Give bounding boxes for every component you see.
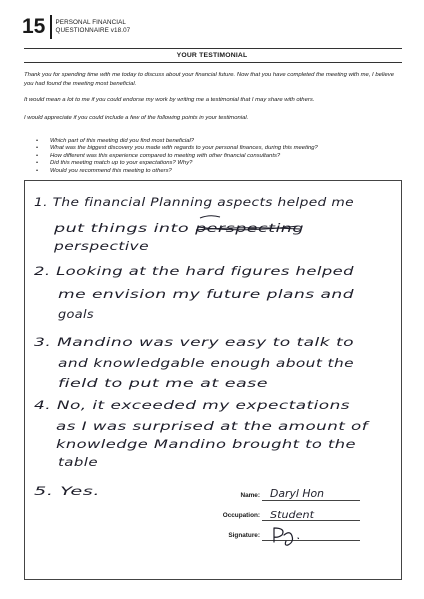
answer-4-line-4: table — [58, 455, 98, 469]
occupation-value: Student — [270, 510, 316, 521]
answer-1-line-2: put things into perspecting — [52, 221, 304, 235]
answer-2-line-2: me envision my future plans and — [58, 287, 355, 301]
name-label: Name: — [240, 492, 260, 499]
signature-label: Signature: — [228, 532, 260, 539]
bullet-icon: • — [36, 138, 39, 144]
prompt-item: • Did this meeting match up to your expectations? Why? — [36, 160, 193, 167]
answer-2-line-3: goals — [58, 307, 94, 321]
document-title-line-2: QUESTIONNAIRE v18.07 — [55, 27, 131, 34]
intro-paragraph-1: Thank you for spending time with me today to discuss about your financial future. Now that you have completed the meeting with me, I believe you had found the meeting most beneficial. — [24, 72, 395, 87]
bullet-icon: • — [36, 167, 39, 174]
section-title: YOUR TESTIMONIAL — [176, 52, 248, 59]
bullet-icon: • — [36, 152, 39, 159]
prompt-item: • Which part of this meeting did you find most beneficial? — [36, 138, 195, 144]
page-number: 15 — [22, 15, 46, 38]
document-title-line-1: PERSONAL FINANCIAL — [55, 19, 126, 26]
answer-3-line-2: and knowledgable enough about the — [58, 356, 354, 370]
answer-1-line-1: 1. The financial Planning aspects helped me — [34, 195, 354, 209]
signature-scribble — [274, 528, 293, 545]
answer-3-line-1: 3. Mandino was very easy to talk to — [34, 335, 354, 349]
prompt-item: • What was the biggest discovery you made with regards to your personal finances, during this meeting? — [36, 145, 318, 152]
answer-2-line-1: 2. Looking at the hard figures helped — [34, 264, 355, 278]
signature-dot — [298, 538, 299, 539]
intro-paragraph-3: I would appreciate if you could include a few of the following points in your testimonial. — [24, 115, 249, 121]
answer-4-line-3: knowledge Mandino brought to the — [56, 437, 356, 451]
answer-4-line-1: 4. No, it exceeded my expectations — [34, 398, 350, 412]
prompt-item: • How different was this experience compared to meeting with other financial consultants? — [36, 152, 281, 159]
answer-3-line-3: field to put me at ease — [58, 376, 268, 390]
intro-paragraph-2: It would mean a lot to me if you could endorse my work by writing me a testimonial that I may share with others. — [24, 97, 315, 103]
answer-5-line-1: 5. Yes. — [34, 484, 100, 498]
occupation-label: Occupation: — [222, 512, 260, 519]
bullet-icon: • — [36, 145, 39, 152]
answer-1-line-3: perspective — [52, 239, 150, 253]
prompt-item: • Would you recommend this meeting to others? — [36, 167, 172, 174]
name-value: Daryl Hon — [270, 488, 324, 500]
bullet-icon: • — [36, 160, 39, 167]
answer-4-line-2: as I was surprised at the amount of — [56, 419, 371, 433]
